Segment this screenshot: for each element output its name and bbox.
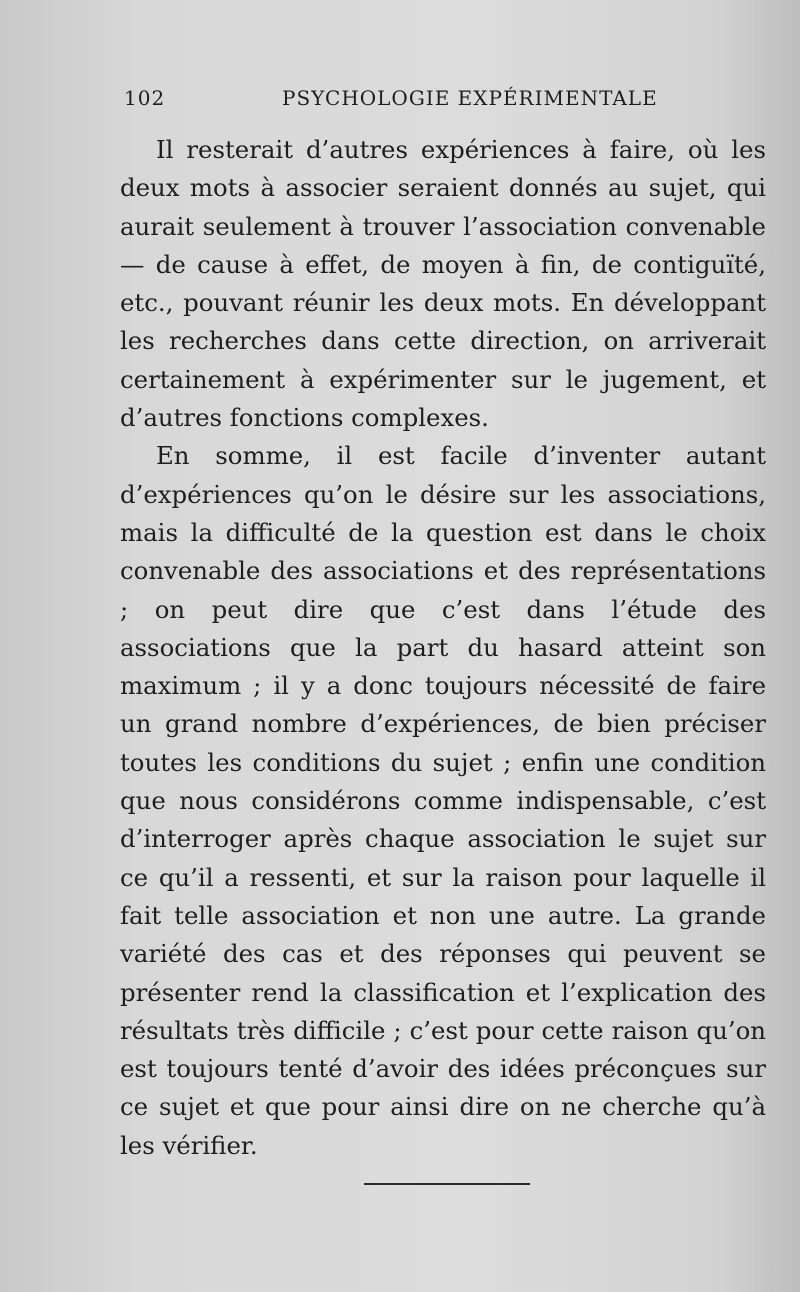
paragraph-2: En somme, il est facile d’inventer autant d’expériences qu’on le désire sur les associations, mais la difficulté de la question est dans le choix convenable des associations et des représentations ; on peut dire que c’est dans l’étude des associations que la part du hasard atteint son maximum ; il y a donc toujours nécessité de faire un grand nombre d’expériences, de bien préciser toutes les conditions du sujet ; enfin une condition que nous considérons comme indispensable, c’est d’interroger après chaque association le sujet sur ce qu’il a ressenti, et sur la raison pour laquelle il fait telle association et non une autre. La grande variété des cas et des réponses qui peuvent se présenter rend la classification et l’explication des résultats très difficile ; c’est pour cette raison qu’on est toujours tenté d’avoir des idées préconçues sur ce sujet et que pour ainsi dire on ne cherche qu’à les vérifier.	[120, 441, 766, 1160]
running-title: PSYCHOLOGIE EXPÉRIMENTALE	[282, 86, 658, 110]
page-number: 102	[124, 86, 166, 110]
paragraph-1: Il resterait d’autres expériences à faire, où les deux mots à associer seraient donnés au sujet, qui aurait seulement à trouver l’association convenable — de cause à effet, de moyen à fin, de contiguïté, etc., pouvant réunir les deux mots. En développant les recherches dans cette direction, on arriverait certainement à expérimenter sur le jugement, et d’autres fonctions complexes.	[120, 135, 766, 433]
body-text	[120, 131, 766, 1165]
end-rule	[364, 1183, 530, 1185]
page-header	[124, 86, 764, 116]
